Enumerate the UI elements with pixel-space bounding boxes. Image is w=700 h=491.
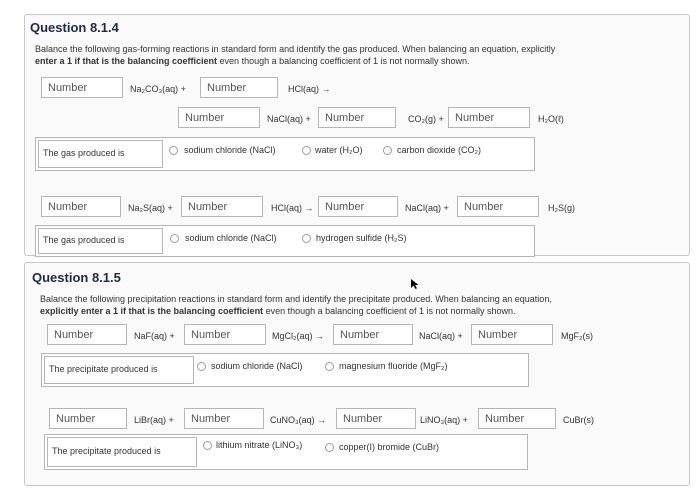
reactant-label: Na₂S(aq) + xyxy=(128,203,173,213)
question-instructions xyxy=(35,43,675,67)
coefficient-input[interactable]: Number xyxy=(178,107,260,128)
product-label: MgF₂(s) xyxy=(561,331,593,341)
radio-option-label[interactable]: sodium chloride (NaCl) xyxy=(211,361,303,371)
coefficient-input[interactable]: Number xyxy=(47,324,127,345)
product-label: NaCl(aq) + xyxy=(405,203,449,213)
coefficient-input[interactable]: Number xyxy=(318,196,398,217)
coefficient-input[interactable]: Number xyxy=(49,408,127,429)
radio-option-label[interactable]: lithium nitrate (LiNO₃) xyxy=(216,440,303,450)
product-label: LiNO₃(aq) + xyxy=(420,415,468,425)
coefficient-input[interactable]: Number xyxy=(200,77,278,98)
radio-button[interactable] xyxy=(302,234,311,243)
instructions-line1: Balance the following precipitation reactions in standard form and identify the precipitate produced. When balancing an equation, xyxy=(40,294,552,304)
radio-option-label[interactable]: sodium chloride (NaCl) xyxy=(185,233,277,243)
product-label: CO₂(g) + xyxy=(408,114,444,124)
precipitate-produced-label: The precipitate produced is xyxy=(52,446,161,456)
instructions-rest: even though a balancing coefficient of 1 is not normally shown. xyxy=(263,306,516,316)
radio-button[interactable] xyxy=(325,362,334,371)
coefficient-input[interactable]: Number xyxy=(333,324,413,345)
gas-produced-label: The gas produced is xyxy=(43,235,125,245)
reactant-label: LiBr(aq) + xyxy=(134,415,174,425)
coefficient-input[interactable]: Number xyxy=(457,196,539,217)
reactant-label: CuNO₃(aq) → xyxy=(270,415,327,425)
radio-button[interactable] xyxy=(169,146,178,155)
radio-option-label[interactable]: carbon dioxide (CO₂) xyxy=(397,145,482,155)
reactant-label: HCl(aq) → xyxy=(271,203,314,213)
product-label: H₂O(ℓ) xyxy=(538,114,564,124)
mouse-cursor-icon xyxy=(410,277,420,289)
radio-button[interactable] xyxy=(203,441,212,450)
question-title: Question 8.1.5 xyxy=(32,270,121,285)
reactant-label: HCl(aq) → xyxy=(288,84,331,94)
question-title: Question 8.1.4 xyxy=(30,20,119,35)
coefficient-input[interactable]: Number xyxy=(184,324,266,345)
instructions-bold: enter a 1 if that is the balancing coefficient xyxy=(35,56,218,66)
question-instructions xyxy=(40,293,670,317)
coefficient-input[interactable]: Number xyxy=(478,408,556,429)
instructions-rest: even though a balancing coefficient of 1 is not normally shown. xyxy=(217,56,470,66)
radio-button[interactable] xyxy=(302,146,311,155)
radio-button[interactable] xyxy=(325,443,334,452)
coefficient-input[interactable]: Number xyxy=(184,408,264,429)
reactant-label: Na₂CO₃(aq) + xyxy=(130,84,186,94)
instructions-bold: explicitly enter a 1 if that is the balancing coefficient xyxy=(40,306,264,316)
coefficient-input[interactable]: Number xyxy=(318,107,396,128)
reactant-label: NaF(aq) + xyxy=(134,331,175,341)
product-label: NaCl(aq) + xyxy=(419,331,463,341)
coefficient-input[interactable]: Number xyxy=(41,196,121,217)
coefficient-input[interactable]: Number xyxy=(448,107,530,128)
radio-option-label[interactable]: water (H₂O) xyxy=(315,145,363,155)
instructions-line1: Balance the following gas-forming reactions in standard form and identify the gas produced. When balancing an equation, explicitly xyxy=(35,44,556,54)
radio-button[interactable] xyxy=(383,146,392,155)
radio-button[interactable] xyxy=(170,234,179,243)
product-label: CuBr(s) xyxy=(563,415,594,425)
radio-option-label[interactable]: copper(I) bromide (CuBr) xyxy=(339,442,440,452)
coefficient-input[interactable]: Number xyxy=(181,196,263,217)
coefficient-input[interactable]: Number xyxy=(41,77,123,98)
product-label: NaCl(aq) + xyxy=(267,114,311,124)
precipitate-produced-label: The precipitate produced is xyxy=(49,364,158,374)
radio-option-label[interactable]: sodium chloride (NaCl) xyxy=(184,145,276,155)
radio-button[interactable] xyxy=(197,362,206,371)
radio-option-label[interactable]: magnesium fluoride (MgF₂) xyxy=(339,361,448,371)
radio-option-label[interactable]: hydrogen sulfide (H₂S) xyxy=(316,233,407,243)
coefficient-input[interactable]: Number xyxy=(336,408,416,429)
coefficient-input[interactable]: Number xyxy=(471,324,553,345)
gas-produced-label: The gas produced is xyxy=(43,148,125,158)
product-label: H₂S(g) xyxy=(548,203,575,213)
reactant-label: MgCl₂(aq) → xyxy=(272,331,325,341)
